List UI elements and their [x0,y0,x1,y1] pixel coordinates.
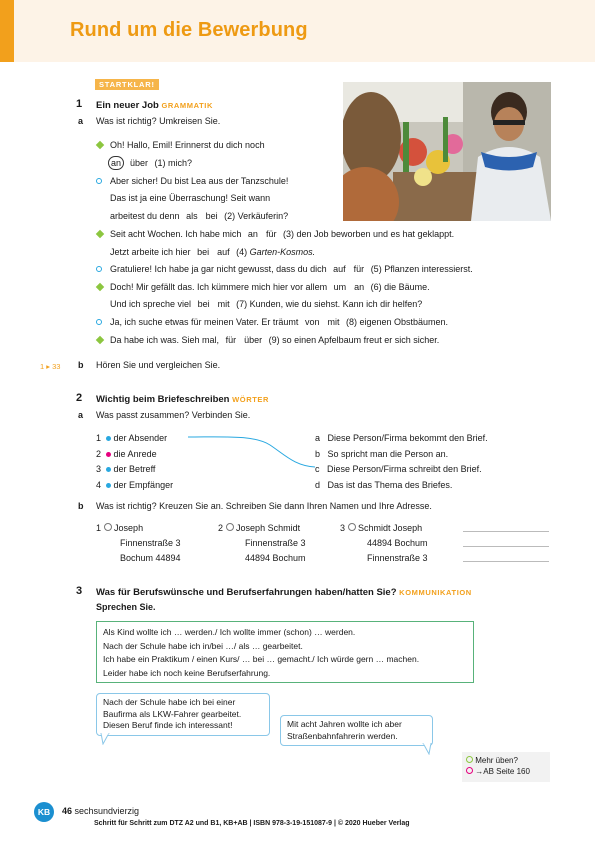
option[interactable]: bei [197,247,210,257]
option[interactable]: auf [333,264,346,274]
address-option-2[interactable]: 2 Joseph Schmidt Finnenstraße 3 44894 Bochum [218,523,306,563]
kb-badge: KB [34,802,54,822]
flower-shop-photo [343,82,551,221]
option-circled[interactable]: an [108,156,124,170]
option[interactable]: über [244,335,263,345]
task-1-title [96,100,213,111]
match-connection-line [185,430,325,475]
match-right-list [315,432,488,494]
dialog-line-4: Das ist ja eine Überraschung! Seit wann [110,193,271,203]
footer-credit: Schritt für Schritt zum DTZ A2 und B1, KB+AB | ISBN 978-3-19-151087-9 | © 2020 Hueber Verlag [94,820,410,827]
task-2a-letter: a [78,410,84,420]
match-left-item[interactable]: 1 der Absender [96,433,168,443]
checkbox[interactable] [104,523,112,531]
dialog-line-11: Ja, ich suche etwas für meinen Vater. Er träumt von mit (8) eigenen Obstbäumen. [110,317,449,327]
dialog-line-2: an über (1) mich? [106,156,192,170]
checkbox[interactable] [226,523,234,531]
task-2b-instruction: Was ist richtig? Kreuzen Sie an. Schreiben Sie dann Ihren Namen und Ihre Adresse. [96,501,432,511]
task-2-title-text: Wichtig beim Briefeschreiben [96,394,230,405]
match-dot[interactable] [106,452,111,457]
match-right-item[interactable]: c Diese Person/Firma schreibt den Brief. [315,464,482,474]
task-3-title [96,587,472,598]
option[interactable]: mit [217,299,230,309]
smile-icon [466,756,473,763]
bubble-2-tail [422,743,432,755]
header-accent-bar [0,0,14,62]
task-3-tag: KOMMUNIKATION [399,588,472,597]
option[interactable]: an [247,229,258,239]
dialog-line-12: Da habe ich was. Sieh mal, für über (9) so einen Apfelbaum freut er sich sicher. [110,335,440,345]
match-left-item[interactable]: 3 der Betreff [96,464,156,474]
speaker-emil-bullet [96,230,104,238]
page-title: Rund um die Bewerbung [70,19,308,41]
address-option-3[interactable]: 3 Schmidt Joseph 44894 Bochum Finnenstraße 3 [340,523,428,563]
speaker-emil-bullet [96,336,104,344]
match-right-item[interactable]: b So spricht man die Person an. [315,448,449,459]
match-left-item[interactable]: 4 der Empfänger [96,479,174,490]
address-option-1[interactable]: 1 Joseph Finnenstraße 3 Bochum 44894 [96,523,181,563]
task-3-title-text: Was für Berufswünsche und Berufserfahrungen haben/hatten Sie? [96,587,397,598]
speaker-lea-bullet [96,178,102,184]
option[interactable]: für [225,335,237,345]
phrase-line: Leider habe ich noch keine Berufserfahrung. [103,667,271,678]
dialog-line-1: Oh! Hallo, Emil! Erinnerst du dich noch [110,140,265,150]
dialog-line-7: Jetzt arbeite ich hier bei auf (4) Garten-Kosmos. [110,247,316,257]
task-1b-instruction: Hören Sie und vergleichen Sie. [96,360,221,370]
task-2a-instruction: Was passt zusammen? Verbinden Sie. [96,410,251,420]
option[interactable]: als [186,211,198,221]
task-2-tag: WÖRTER [232,395,270,404]
match-right-item[interactable]: d Das ist das Thema des Briefes. [315,479,453,490]
task-2-number: 2 [76,392,83,404]
option[interactable]: bei [205,211,218,221]
more-practice-box[interactable]: Mehr üben? →AB Seite 160 [462,752,550,782]
match-dot[interactable] [106,467,111,472]
option[interactable]: für [265,229,277,239]
dialog-line-6: Seit acht Wochen. Ich habe mich an für (3) den Job beworben und es hat geklappt. [110,229,455,239]
task-1-tag: GRAMMATIK [161,101,213,110]
speaker-lea-bullet [96,319,102,325]
option[interactable]: bei [197,299,210,309]
dialog-line-8: Gratuliere! Ich habe ja gar nicht gewusst, dass du dich auf für (5) Pflanzen interessierst. [110,264,473,274]
dialog-line-5: arbeitest du denn als bei (2) Verkäuferin? [110,211,289,221]
option[interactable]: mit [327,317,340,327]
dialog-line-10: Und ich spreche viel bei mit (7) Kunden, wie du siehst. Kann ich dir helfen? [110,299,423,309]
write-line[interactable] [463,561,549,562]
startklar-badge: STARTKLAR! [95,79,159,90]
option[interactable]: von [304,317,320,327]
task-2-title [96,394,269,405]
task-3-instruction: Sprechen Sie. [96,602,156,612]
option[interactable]: um [333,282,347,292]
task-1-title-text: Ein neuer Job [96,100,159,111]
phrase-line: Als Kind wollte ich … werden./ Ich wollte immer (schon) … werden. [103,627,356,637]
option[interactable]: an [354,282,365,292]
dialog-line-9: Doch! Mir gefällt das. Ich kümmere mich hier vor allem um an (6) die Bäume. [110,282,430,292]
task-1b-letter: b [78,360,84,370]
option[interactable]: für [353,264,365,274]
audio-track-label[interactable]: 1 ▸ 33 [40,362,61,371]
dialog-line-3: Aber sicher! Du bist Lea aus der Tanzschule! [110,176,289,186]
task-2b-letter: b [78,501,84,511]
speech-bubble-2: Mit acht Jahren wollte ich aber Straßenbahnfahrerin werden. [280,715,433,746]
speaker-emil-bullet [96,141,104,149]
checkbox[interactable] [348,523,356,531]
speaker-lea-bullet [96,266,102,272]
match-dot[interactable] [106,483,111,488]
option[interactable]: auf [217,247,230,257]
page-number: 46 sechsundvierzig [62,806,140,816]
phrase-line: Nach der Schule habe ich in/bei …/ als … gearbeitet. [103,640,303,651]
match-left-item[interactable]: 2 die Anrede [96,448,157,459]
write-line[interactable] [463,531,549,532]
option[interactable]: über [130,158,149,168]
phrase-box [96,621,474,683]
task-3-number: 3 [76,585,83,597]
task-1a-instruction: Was ist richtig? Umkreisen Sie. [96,116,221,126]
workbook-icon [466,767,473,774]
phrase-line: Ich habe ein Praktikum / einen Kurs/ … bei … gemacht./ Ich würde gern … machen. [103,654,420,664]
match-dot[interactable] [106,436,111,441]
speaker-emil-bullet [96,283,104,291]
match-right-item[interactable]: a Diese Person/Firma bekommt den Brief. [315,433,488,443]
speech-bubble-1: Nach der Schule habe ich bei einer Baufirma als LKW-Fahrer gearbeitet. Diesen Beruf finde ich interessant! [96,693,270,736]
task-1-number: 1 [76,98,83,110]
write-line[interactable] [463,546,549,547]
task-1a-letter: a [78,116,84,126]
match-left-list [96,432,173,494]
bubble-1-tail [100,733,110,745]
